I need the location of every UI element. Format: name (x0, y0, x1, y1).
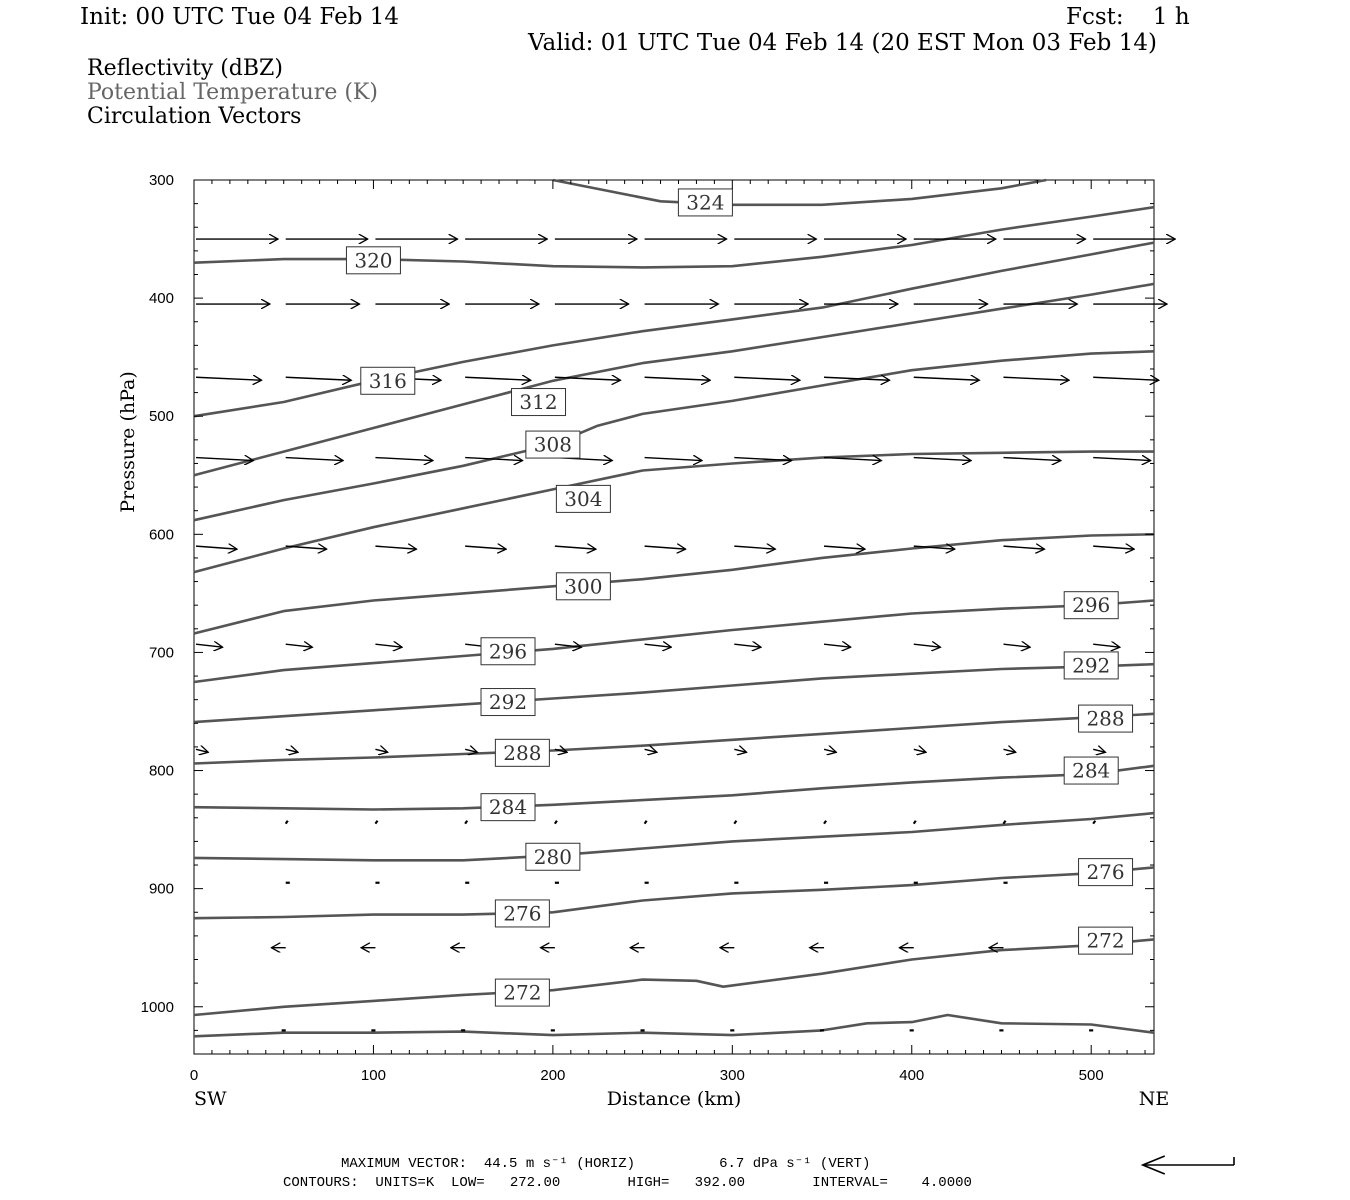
contour-end-label-288: 288 (1086, 706, 1125, 731)
circulation-vector (1093, 821, 1095, 824)
circulation-vector (286, 458, 343, 461)
contour-label-324: 324 (686, 190, 725, 215)
valid-time: Valid: 01 UTC Tue 04 Feb 14 (20 EST Mon 03 Feb 14) (528, 30, 1157, 56)
y-tick-label: 400 (148, 290, 174, 308)
theta-contour-276 (194, 867, 1154, 918)
x-tick-label: 200 (540, 1067, 566, 1084)
circulation-vector (914, 377, 980, 380)
contour-label-296: 296 (488, 639, 528, 664)
circulation-vector (196, 749, 208, 752)
circulation-vector (375, 546, 416, 549)
circulation-vector (645, 546, 686, 549)
circulation-vector (375, 458, 432, 461)
x-tick-label: 500 (1078, 1067, 1104, 1084)
contour-label-316: 316 (368, 368, 407, 393)
circulation-vector (734, 644, 761, 647)
theta-contour-272 (194, 939, 1154, 1015)
circulation-vector (1093, 546, 1134, 549)
circulation-vector (824, 749, 836, 752)
theta-contour-324 (553, 180, 1046, 205)
x-axis-label: Distance (km) (606, 1088, 742, 1110)
theta-contour-base (194, 1015, 1154, 1036)
x-end-label-ne: NE (1138, 1088, 1170, 1110)
x-tick-label: 400 (899, 1067, 925, 1084)
x-tick-label: 0 (189, 1067, 199, 1084)
circulation-vector (286, 644, 313, 647)
theta-contour-308 (194, 351, 1154, 520)
y-tick-label: 500 (148, 408, 174, 426)
circulation-vector (734, 546, 775, 549)
init-time: Init: 00 UTC Tue 04 Feb 14 (80, 4, 400, 30)
x-tick-label: 100 (360, 1067, 386, 1084)
contour-end-label-276: 276 (1086, 860, 1125, 885)
footer-max-vector: MAXIMUM VECTOR: 44.5 m s⁻¹ (HORIZ) 6.7 dPa s⁻¹ (VERT) (341, 1156, 871, 1172)
circulation-vector (645, 644, 672, 647)
circulation-vector (645, 377, 711, 380)
contour-label-292: 292 (488, 690, 528, 715)
circulation-vector (465, 546, 506, 549)
circulation-vector (914, 644, 941, 647)
contour-label-300: 300 (564, 574, 603, 599)
theta-contour-304 (194, 452, 1154, 572)
circulation-vector (1093, 644, 1120, 647)
theta-contour-292 (194, 664, 1154, 722)
contour-end-label-284: 284 (1072, 758, 1111, 783)
circulation-vector (645, 458, 702, 461)
circulation-vector (196, 458, 253, 461)
y-tick-label: 300 (148, 172, 174, 189)
circulation-vector (645, 821, 647, 824)
x-tick-label: 300 (719, 1067, 745, 1084)
contour-label-276: 276 (503, 901, 542, 926)
circulation-vector (914, 821, 916, 824)
y-tick-label: 700 (148, 644, 174, 662)
legend-potential-temperature: Potential Temperature (K) (87, 80, 378, 105)
legend-circulation-vectors: Circulation Vectors (87, 104, 302, 129)
x-end-label-sw: SW (194, 1088, 227, 1110)
circulation-vector (465, 821, 467, 824)
circulation-vector (286, 821, 288, 824)
legend-reflectivity: Reflectivity (dBZ) (87, 56, 283, 81)
y-tick-label: 800 (148, 762, 174, 780)
circulation-vector (1093, 749, 1105, 752)
circulation-vector (824, 546, 865, 549)
contour-label-308: 308 (533, 432, 572, 457)
y-tick-label: 1000 (140, 998, 174, 1016)
circulation-vector (734, 821, 736, 824)
theta-contour-280 (194, 813, 1154, 860)
contour-label-312: 312 (519, 390, 558, 415)
circulation-vector (375, 644, 402, 647)
circulation-vector (914, 749, 926, 752)
y-tick-label: 600 (148, 526, 174, 544)
circulation-vector (1003, 644, 1030, 647)
circulation-vector (824, 821, 826, 824)
circulation-vector (196, 644, 223, 647)
contour-end-label-292: 292 (1072, 653, 1111, 678)
circulation-vector (555, 546, 596, 549)
plot-frame (194, 180, 1154, 1054)
forecast-hour: Fcst: 1 h (1066, 4, 1190, 30)
circulation-vector (555, 821, 557, 824)
y-axis-label: Pressure (hPa) (117, 371, 139, 513)
contour-label-284: 284 (488, 795, 528, 820)
contour-label-320: 320 (354, 248, 393, 273)
contour-end-label-296: 296 (1072, 593, 1111, 618)
y-tick-label: 900 (148, 880, 174, 898)
circulation-vector (1093, 377, 1159, 380)
circulation-vector (465, 749, 477, 752)
circulation-vector (1003, 546, 1044, 549)
circulation-vector (375, 749, 387, 752)
theta-contour-316 (194, 243, 1154, 417)
theta-contour-284 (194, 766, 1154, 810)
circulation-vector (914, 458, 971, 461)
contour-label-288: 288 (503, 740, 542, 765)
circulation-vector (734, 749, 746, 752)
circulation-vector (286, 749, 298, 752)
footer-contours: CONTOURS: UNITS=K LOW= 272.00 HIGH= 392.00 INTERVAL= 4.0000 (283, 1175, 972, 1191)
circulation-vector (196, 546, 237, 549)
circulation-vector (1003, 377, 1069, 380)
circulation-vector (1003, 458, 1060, 461)
circulation-vector (1093, 458, 1150, 461)
circulation-vector (465, 377, 531, 380)
circulation-vector (196, 377, 262, 380)
contour-label-272: 272 (503, 980, 542, 1005)
contour-label-304: 304 (564, 486, 603, 511)
circulation-vector (824, 458, 881, 461)
circulation-vector (645, 749, 657, 752)
contour-end-label-272: 272 (1086, 928, 1125, 953)
circulation-vector (1003, 821, 1005, 824)
contour-label-280: 280 (533, 844, 572, 869)
circulation-vector (375, 821, 377, 824)
theta-contour-288 (194, 714, 1154, 764)
circulation-vector (824, 644, 851, 647)
circulation-vector (734, 377, 800, 380)
circulation-vector (1003, 749, 1015, 752)
circulation-vector (286, 377, 352, 380)
theta-contour-320 (194, 207, 1154, 267)
theta-contour-300 (194, 534, 1154, 633)
